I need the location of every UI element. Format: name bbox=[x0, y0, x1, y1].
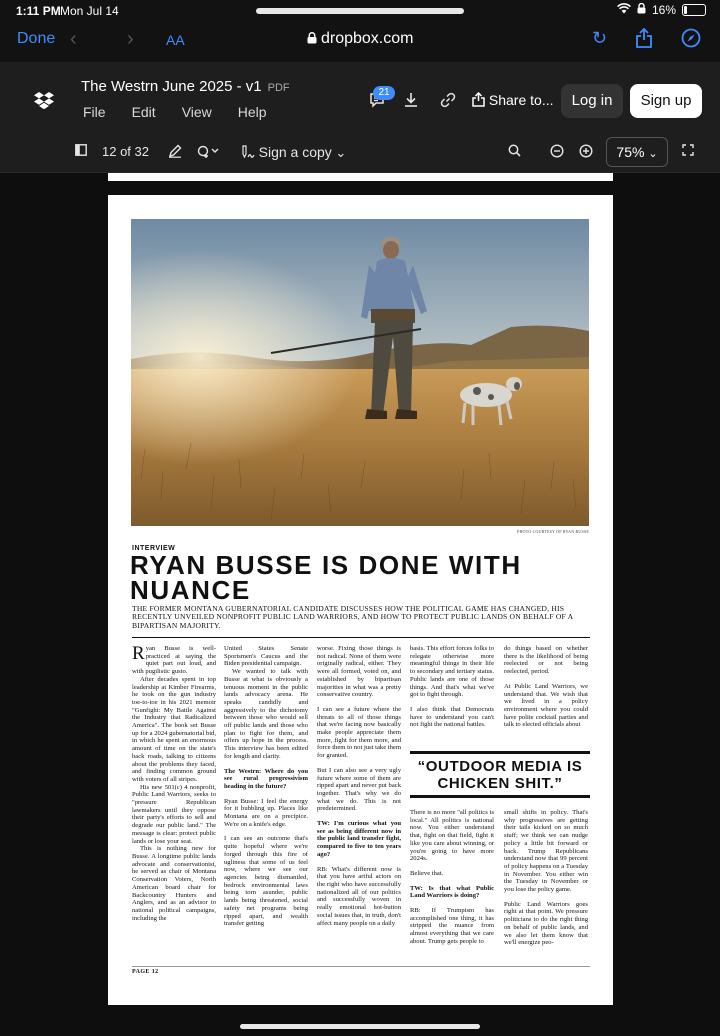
document-title bbox=[81, 78, 290, 95]
page-folio: PAGE 12 bbox=[132, 969, 159, 975]
share-icon bbox=[472, 92, 485, 108]
menu-view[interactable]: View bbox=[181, 104, 212, 120]
share-label: Share to... bbox=[488, 92, 554, 108]
hunter-with-dog-photo bbox=[131, 219, 589, 526]
compass-icon[interactable] bbox=[681, 28, 701, 53]
battery-icon bbox=[682, 4, 706, 16]
dropbox-logo-icon[interactable] bbox=[34, 92, 54, 110]
pdf-toolbar bbox=[0, 132, 720, 173]
col3-question-1: TW: I'm curious what you see as being different now in the public land transfer fight, compared to five to ten years ago? bbox=[317, 820, 401, 858]
ios-status-bar bbox=[0, 0, 720, 22]
col4-paragraph-2: I also think that Democrats have to understand you can't not fight the national battles. bbox=[410, 705, 494, 729]
url-text[interactable]: dropbox.com bbox=[320, 30, 414, 47]
zoom-in-icon[interactable] bbox=[579, 144, 593, 161]
pdf-viewer[interactable] bbox=[0, 173, 720, 1036]
back-icon[interactable]: ‹ bbox=[70, 28, 77, 50]
document-type: PDF bbox=[267, 82, 290, 94]
link-icon[interactable] bbox=[440, 92, 456, 113]
sign-copy-button[interactable] bbox=[241, 144, 346, 161]
zoom-chevron-icon: ⌄ bbox=[648, 148, 658, 160]
col1-paragraph-4: This is nothing new for Busse. A longtime public lands advocate and conservationist, he served as chair of Montana Conservation Voters, North American board chair for Backcountry Hunters and Anglers, and as an advisor to national political campaigns, including the bbox=[132, 845, 216, 922]
article-kicker: INTERVIEW bbox=[132, 545, 176, 552]
col5-paragraph-1: do things based on whether there is the likelihood of being reelected or not being reelected, period. bbox=[504, 645, 588, 676]
col4-paragraph-4: Believe that. bbox=[410, 869, 444, 877]
headline-rule bbox=[132, 637, 590, 638]
drop-cap: R bbox=[132, 643, 145, 664]
status-right bbox=[617, 3, 706, 17]
col5-paragraph-4: Public Land Warriors goes right at that point. We pressure politicians to do the right thing on behalf of public lands, and we also let them know that we'll energize peo- bbox=[504, 900, 588, 947]
share-sheet-icon[interactable] bbox=[635, 28, 653, 53]
col3-paragraph-2: I can see a future where the threats to all of those things that we're facing now basically make people appreciate them more, fight for them more, and force them to not just take them for granted. bbox=[317, 705, 401, 760]
menu-help[interactable]: Help bbox=[237, 104, 267, 120]
article-column-1 bbox=[132, 645, 216, 922]
col4-question-1: TW: Is that what Public Land Warriors is doing? bbox=[410, 884, 494, 900]
comment-count-badge: 21 bbox=[373, 86, 395, 100]
article-column-4-bottom bbox=[410, 809, 494, 946]
fullscreen-icon[interactable] bbox=[682, 144, 694, 159]
photo-credit: PHOTO COURTESY OF RYAN BUSSE bbox=[517, 529, 589, 534]
col2-question-1: The Westrn: Where do you see rural progressivism heading in the future? bbox=[224, 767, 308, 790]
col4-paragraph-1: basis. This effort forces folks to relegate otherwise more meaningful things in their life to secondary and tertiary status. Public lands are one of those things. And that's what we've got to fight through. bbox=[410, 645, 494, 699]
col2-answer-2: I can see an outcome that's quite hopeful where we're forged through this fire of ugliness that some of us feel now, where we see our agencies being dismantled, bedrock environmental laws being torn asunder, public lands being threatened, social safety net programs being ripped apart, and wealth transfer getting bbox=[224, 835, 308, 928]
col3-paragraph-3: But I can also see a very ugly future where some of them are ripped apart and never put back together. That's why we do what we do. This is not predetermined. bbox=[317, 766, 401, 813]
battery-percent: 16% bbox=[651, 3, 676, 17]
zoom-value: 75% bbox=[616, 144, 645, 160]
col3-paragraph-1: worse. Fixing those things is not radical. None of them were originally radical, either. They were all formed, voted on, and established by bipartisan majorities in what was a pretty conservative country. bbox=[317, 645, 401, 699]
add-shape-icon[interactable] bbox=[197, 144, 219, 161]
search-icon[interactable] bbox=[508, 144, 521, 160]
dropbox-header bbox=[0, 62, 720, 132]
lock-icon bbox=[307, 30, 321, 47]
share-button[interactable] bbox=[472, 92, 553, 108]
status-time: 1:11 PM bbox=[16, 4, 61, 18]
reload-icon[interactable]: ↻ bbox=[592, 28, 608, 48]
col4-answer-1: RB: If Trumpism has accomplished one thing, it has stripped the nuance from almost everything that we care about. Trump gets people to bbox=[410, 907, 494, 945]
multitasking-pill[interactable] bbox=[256, 8, 464, 14]
article-column-5-bottom bbox=[504, 809, 588, 947]
sign-copy-label: Sign a copy bbox=[258, 144, 332, 160]
col2-answer-1: Ryan Busse: I feel the energy for it bubbling up. Places like Montana are on a precipice. We're on a knife's edge. bbox=[224, 797, 308, 828]
status-date: Mon Jul 14 bbox=[60, 4, 119, 18]
article-column-2 bbox=[224, 645, 308, 928]
article-column-3 bbox=[317, 645, 401, 927]
article-headline: RYAN BUSSE IS DONE WITH NUANCE bbox=[130, 550, 522, 605]
pdf-page bbox=[108, 195, 613, 1005]
pull-quote: “OUTDOOR MEDIA IS CHICKEN SHIT.” bbox=[410, 751, 590, 798]
browser-toolbar bbox=[0, 22, 720, 62]
wifi-icon bbox=[617, 3, 631, 17]
signup-button[interactable]: Sign up bbox=[630, 84, 702, 118]
pen-icon[interactable] bbox=[168, 144, 182, 161]
col5-paragraph-2: At Public Land Warriors, we understand that. We wish that we lived in a policy environment where you could have polite cocktail parties and talk to elected officials about bbox=[504, 682, 588, 729]
chevron-down-icon: ⌄ bbox=[335, 145, 347, 160]
menu-edit[interactable]: Edit bbox=[131, 104, 156, 120]
download-icon[interactable] bbox=[403, 92, 419, 113]
signature-icon bbox=[241, 145, 255, 160]
col2-paragraph-1: United States Senate Sportsmen's Caucus and the Biden presidential campaign. bbox=[224, 645, 308, 668]
col1-paragraph-2: After decades spent in top leadership at Kimber Firearms, he took on the gun industry toe-to-toe in his 2021 memoir "Gunfight: My Battle Against the Industry that Radicalized America". The book set Busse up for a 2024 gubernatorial bid, in which he spent an enormous amount of time on the state's back roads, talking to citizens about the problems they faced, and finding common ground with voters of all stripes. bbox=[132, 675, 216, 783]
col4-paragraph-3: There is no more "all politics is local." All politics is national now. You either understand that, fight on that field, fight it like you care about winning, or you're going to have more 2024s. bbox=[410, 809, 494, 863]
zoom-select[interactable] bbox=[606, 137, 668, 167]
login-button[interactable]: Log in bbox=[561, 84, 623, 118]
article-dek: THE FORMER MONTANA GUBERNATORIAL CANDIDATE DISCUSSES HOW THE POLITICAL GAME HAS CHANGED, HIS RECENTLY UNVEILED NONPROFIT PUBLIC LAND WARRIORS, AND HOW TO PROTECT PUBLIC LANDS ON BEHALF OF A BIPARTISAN MAJORITY. bbox=[132, 604, 573, 630]
previous-page-edge bbox=[108, 173, 613, 181]
document-name: The Westrn June 2025 - v1 bbox=[81, 78, 262, 95]
text-size-button[interactable]: AA bbox=[166, 32, 185, 48]
menu-file[interactable]: File bbox=[83, 104, 106, 120]
forward-icon[interactable]: › bbox=[127, 28, 134, 50]
article-column-5-top bbox=[504, 645, 588, 745]
col5-paragraph-3: small shifts in policy. That's why progressives are getting their tails kicked on so much stuff; we think we can nudge policy a little bit forward or back. Trump Republicans understand now that 99 percent of policy happens on a Tuesday in November. You either win the Tuesday in November or you lose the policy game. bbox=[504, 809, 588, 894]
article-column-4-top bbox=[410, 645, 494, 745]
home-indicator[interactable] bbox=[240, 1024, 480, 1029]
zoom-out-icon[interactable] bbox=[550, 144, 564, 161]
address-bar bbox=[0, 30, 720, 48]
done-button[interactable]: Done bbox=[17, 30, 56, 47]
col1-paragraph-1: yan Busse is well-practiced at saying the quiet part out loud, and with pugilistic gusto. bbox=[132, 645, 216, 676]
menu-bar bbox=[83, 104, 267, 120]
col2-paragraph-2: We wanted to talk with Busse at what is obviously a tenuous moment in the public lands advocacy arena. He speaks candidly and aggressively to the dichotomy between those who would sell off public lands and those who plan to fight for them, and offers up hope in the process. This interview has been edited for length and clarity. bbox=[224, 668, 308, 760]
col1-paragraph-3: His new 501(c) 4 nonprofit, Public Land Warriors, seeks to "pressure Republican lawmakers until they oppose their party's efforts to sell and degrade our public land." The message is clear: protect public lands or lose your seat. bbox=[132, 783, 216, 845]
col3-answer-1: RB: What's different now is that you have artful actors on the right who have successfully nationalized all of our politics and successfully woven in really emotional hot-button social issues that, in truth, don't affect many people on a daily bbox=[317, 865, 401, 927]
folio-rule bbox=[132, 966, 590, 967]
page-indicator[interactable]: 12 of 32 bbox=[102, 144, 149, 159]
sidebar-toggle-icon[interactable] bbox=[75, 144, 87, 159]
lock-rotation-icon bbox=[637, 3, 646, 17]
